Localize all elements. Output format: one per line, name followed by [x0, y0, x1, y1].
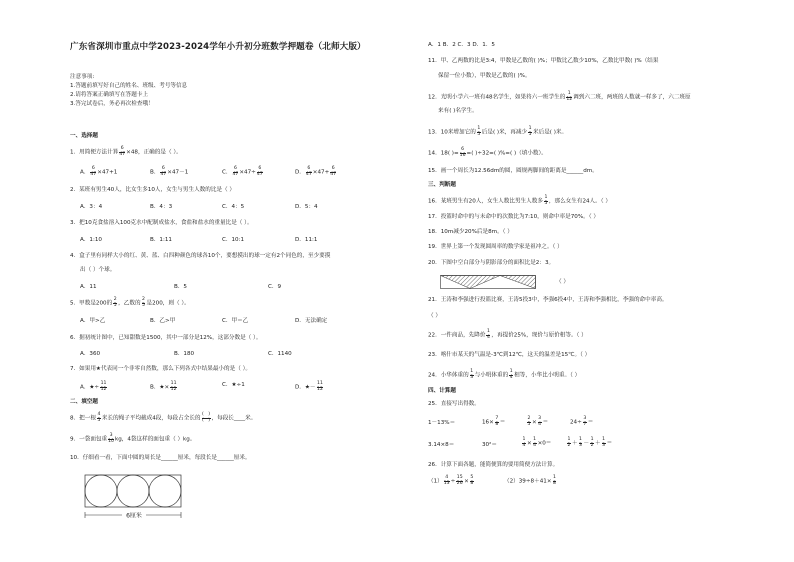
question-text: 1．用简便方法计算	[70, 149, 119, 156]
question-21-cont[interactable]: （ ）	[428, 313, 441, 319]
note-item: 1.答题前填写好自己的姓名、班级、考号等信息	[70, 83, 188, 89]
question-16: 16．某班男生有20人，女生人数比男生人数多 $\frac{1}{5}$ ，那么女生有24人。（ ）	[428, 195, 611, 206]
question-17: 17．投篮时命中的与未命中的次数比为7:10，则命中率是70%。（ ）	[428, 214, 599, 220]
calc-item: 16× $\frac{7}{8}$ ＝	[482, 416, 506, 427]
option-b[interactable]: B．4：3	[150, 204, 173, 210]
note-item: 2.请将答案正确填写在答题卡上	[70, 92, 149, 98]
question-3: 3．把10克食盐溶入100克水中配制成盐水，食盐和盐水的重量比是（ ）。	[70, 220, 253, 226]
question-22: 22．一件商品，先降价 $\frac{1}{4}$ ，再提价25%，现价与原价相等。（ ）	[428, 329, 587, 340]
option-b[interactable]: B．乙>甲	[150, 318, 176, 324]
question-12-cont: 来有( )名学生。	[438, 108, 478, 114]
question-20: 20．下图中空白部分与阴影部分的面积比是2：3。	[428, 260, 555, 266]
circle	[149, 475, 181, 507]
option-c[interactable]: C． $\frac{6}{47}$ ×47÷ $\frac{6}{47}$	[222, 166, 263, 177]
question-10: 10．仔细看一看，下面中圆的周长是______厘米，每段长是______厘米。	[70, 455, 251, 461]
option-d[interactable]: D．11:1	[295, 237, 318, 243]
calc-26-1: （1） $\frac{4}{13}$ ÷ $\frac{15}{26}$ × $\frac{5}{8}$	[428, 475, 474, 486]
section-heading: 四、计算题	[428, 388, 456, 394]
shaded-area-figure	[440, 275, 536, 289]
option-b[interactable]: B．180	[174, 351, 195, 357]
option-a[interactable]: A． $\frac{6}{47}$ ×47+1	[80, 166, 118, 177]
options-row: A．1 B．2 C．3 D．1．5	[428, 42, 495, 48]
three-circles-figure	[84, 474, 184, 522]
option-d[interactable]: D．5：4	[295, 204, 318, 210]
option-b[interactable]: B．★× $\frac{11}{12}$	[150, 381, 177, 392]
section-heading: 二、填空题	[70, 399, 98, 405]
calc-item: 1－13%＝	[428, 420, 456, 426]
calc-item: 3.14×8＝	[428, 442, 455, 448]
option-a[interactable]: A．1:10	[80, 237, 102, 243]
question-4: 4．盒子里有同样大小的红、黄、蓝、白四种颜色的球各10个，要想摸出的球一定有2个同色的，至少要摸	[70, 253, 331, 259]
dimension-label: 6厘米	[126, 512, 142, 520]
question-6: 6．据初统计图中，已知甜数是1500，其中一部分是12%，这部分数是（ ）。	[70, 335, 262, 341]
option-a[interactable]: A．11	[80, 284, 97, 290]
option-a[interactable]: A．3：4	[80, 204, 103, 210]
question-2: 2．某班有男生40人，比女生多10人，女生与男生人数的比是（ ）	[70, 187, 236, 193]
question-18: 18．10m减少20%后是8m。（ ）	[428, 229, 513, 235]
question-12: 12．光明小学六一班有48名学生，如果将六一班学生的 $\frac{1}{12}$ 调到六二班，两班的人数就一样多了，六二班原	[428, 91, 691, 102]
option-c[interactable]: C．9	[268, 284, 282, 290]
judge-blank[interactable]: （ ）	[556, 279, 569, 285]
option-d[interactable]: D．无法确定	[295, 318, 328, 324]
calc-item: $\frac{2}{5}$ × $\frac{3}{4}$ ＝	[527, 416, 549, 427]
section-heading: 三、判断题	[428, 182, 456, 188]
fraction: $\frac{6}{47}$	[119, 146, 126, 157]
question-11: 11．甲、乙两数的比是3:4，甲数是乙数的( )%；甲数比乙数少10%，乙数比甲数( )%（结果	[428, 58, 659, 64]
option-a[interactable]: A．360	[80, 351, 101, 357]
option-c[interactable]: C．★÷1	[222, 382, 245, 388]
circle	[117, 475, 149, 507]
question-4-cont: 出（ ）个球。	[80, 267, 116, 273]
option-b[interactable]: B．5	[174, 284, 187, 290]
calc-item: $\frac{1}{2}$ ＋ $\frac{1}{3}$ － $\frac{1}{2}$ ＋ $\frac{1}{3}$ ＝	[567, 437, 613, 448]
question-25: 25．直接写出得数。	[428, 401, 480, 407]
option-a[interactable]: A．★÷ $\frac{11}{12}$	[80, 381, 107, 392]
rectangle-outline	[85, 475, 181, 507]
question-8: 8．把一根 $\frac{4}{5}$ 米长的绳子平均截成4段，每段占全长的 $\frac{( )}{( )}$ ，每段长____米。	[70, 412, 257, 423]
question-13: 13．10米增加它的 $\frac{1}{5}$ 后是( )米，再减少 $\frac{1}{5}$ 米后是( )米。	[428, 126, 568, 137]
question-7: 7．如果用★代表同一个非零自然数，那么下列各式中结果最小的是（ ）。	[70, 366, 251, 372]
option-a[interactable]: A．甲>乙	[80, 318, 106, 324]
notes-header: 注意事项:	[70, 74, 95, 80]
calc-item: 30²＝	[482, 442, 497, 448]
calc-item: $\frac{1}{4}$ × $\frac{1}{4}$ ×0＝	[522, 437, 552, 448]
question-15: 15．画一个周长为12.56dm的圆，圆规两脚间的距离是______dm。	[428, 168, 598, 174]
option-d[interactable]: D． $\frac{6}{47}$ ×47+ $\frac{6}{47}$	[295, 166, 337, 177]
question-1: 1．用简便方法计算 $\frac{6}{47}$ ×48，正确的是（ ）。	[70, 146, 182, 157]
question-11-cont: 保留一位小数），甲数是乙数的( )%。	[438, 73, 531, 79]
note-item: 3.答完试卷后，务必再次检查哦！	[70, 101, 154, 107]
question-26: 26．计算下面各题，能简便算的要用简便方法计算。	[428, 462, 559, 468]
option-c[interactable]: C．4：5	[222, 204, 245, 210]
option-b[interactable]: B． $\frac{6}{47}$ ×47－1	[150, 166, 189, 177]
question-5: 5．甲数是200的 $\frac{2}{5}$ ，乙数的 $\frac{2}{5}$ 是200，则（ ）。	[70, 297, 190, 308]
option-c[interactable]: C．甲＝乙	[222, 318, 249, 324]
question-21: 21．王涛和李强进行投篮比赛，王涛5投3中，李强6投4中，王涛和李强相比，李强的命中率高。	[428, 297, 668, 303]
option-d[interactable]: D．★－ $\frac{11}{12}$	[295, 381, 323, 392]
question-19: 19．世界上第一个发现圆周率的数学家是祖冲之。（ ）	[428, 244, 563, 250]
option-c[interactable]: C．1140	[268, 351, 292, 357]
shaded-region	[441, 276, 536, 289]
section-heading: 一、选择题	[70, 133, 98, 139]
calc-26-2: （2）39÷8＋41× $\frac{1}{8}$	[504, 475, 556, 486]
question-9: 9．一袋面包重 $\frac{3}{10}$ kg，4袋这样的面包重（ ）kg。	[70, 433, 196, 444]
option-b[interactable]: B．1:11	[150, 237, 172, 243]
question-14: 14．18( )= $\frac{6}{16}$ =( )÷32=( )%=( )（填小数）。	[428, 147, 547, 158]
calc-item: 24÷ $\frac{3}{7}$ ＝	[570, 416, 594, 427]
circle	[85, 475, 117, 507]
question-23: 23．喀什市某天的气温是-3℃到12℃，这天的温差是15℃。（ ）	[428, 352, 591, 358]
question-24: 24．小华体重的 $\frac{1}{3}$ 与小明体重的 $\frac{1}{4}$ 相等，小华比小明重。（ ）	[428, 369, 581, 380]
page-title: 广东省深圳市重点中学2023-2024学年小升初分班数学押题卷（北师大版）	[70, 42, 366, 52]
option-c[interactable]: C．10:1	[222, 237, 245, 243]
